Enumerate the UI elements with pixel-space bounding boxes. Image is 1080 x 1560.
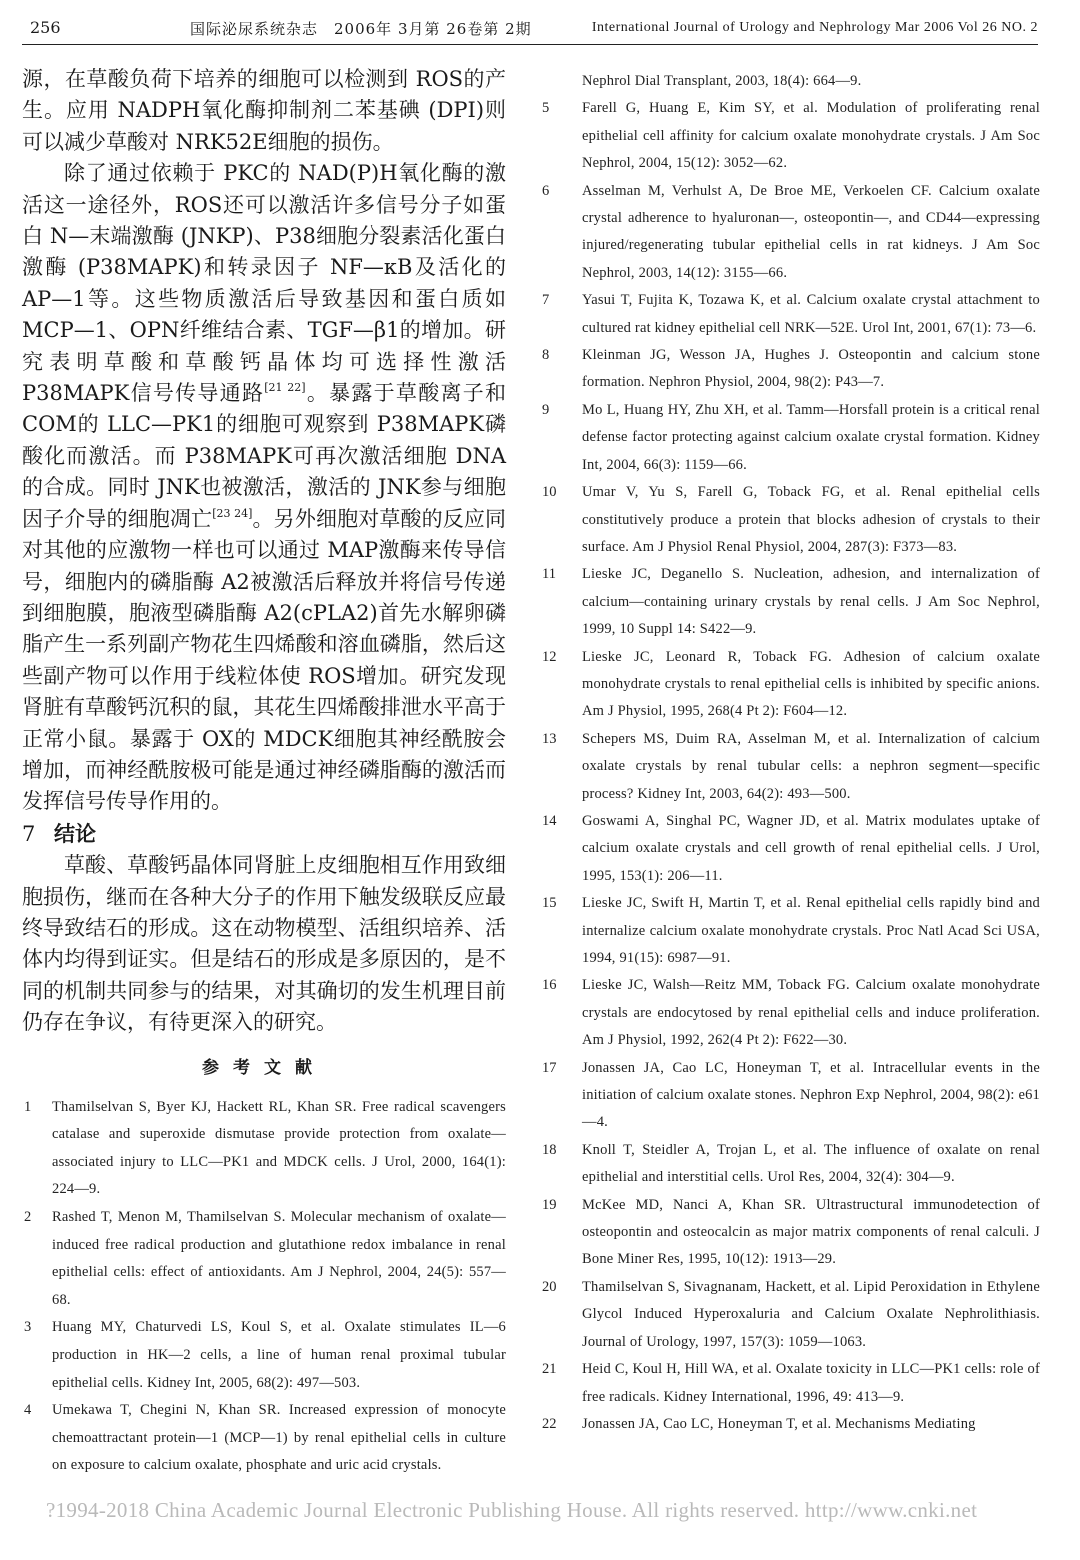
reference-number: 22 [542, 1415, 557, 1432]
reference-text: Mo L, Huang HY, Zhu XH, et al. Tamm—Horsfall protein is a critical renal defense factor protecting against calcium oxalate crystal formation. Kidney Int, 2004, 66(3): 1159—66. [582, 401, 1040, 473]
reference-text: Umar V, Yu S, Farell G, Toback FG, et al. Renal epithelial cells constitutively produce a protein that blocks adhesion of crystals to their surface. Am J Physiol Renal Physiol, 2004, 287(3): F373—83. [582, 484, 1040, 555]
reference-item [540, 178, 1040, 288]
section-heading [22, 818, 506, 850]
page-number: 256 [30, 18, 61, 37]
citation-21-22: [21 22] [264, 381, 306, 395]
reference-text: Schepers MS, Duim RA, Asselman M, et al. Internalization of calcium oxalate crystals by renal tubular cells: a nephron segment—specific process? Kidney Int, 2003, 64(2): 493—500. [582, 730, 1040, 802]
reference-item [540, 890, 1040, 972]
reference-number: 12 [542, 648, 557, 665]
reference-item [22, 1314, 506, 1397]
reference-number: 7 [542, 292, 550, 309]
reference-item [540, 95, 1040, 177]
reference-number: 20 [542, 1278, 557, 1295]
reference-item [540, 1274, 1040, 1356]
references-list-right [540, 68, 1040, 1438]
reference-number: 14 [542, 812, 557, 829]
reference-item [22, 1397, 506, 1480]
reference-item [540, 726, 1040, 808]
right-column [540, 68, 1040, 1438]
citation-23-24: [23 24] [212, 506, 253, 520]
reference-text: Thamilselvan S, Sivagnanam, Hackett, et al. Lipid Peroxidation in Ethylene Glycol Induced Hyperoxaluria and Calcium Oxalate Nephrolithiasis. Journal of Urology, 1997, 157(3): 1059—1063. [582, 1278, 1040, 1350]
reference-number: 15 [542, 895, 557, 912]
reference-item [540, 808, 1040, 890]
reference-text: Nephrol Dial Transplant, 2003, 18(4): 664—9. [582, 73, 862, 89]
reference-item [540, 1055, 1040, 1137]
reference-text: Kleinman JG, Wesson JA, Hughes J. Osteopontin and calcium stone formation. Nephron Physiol, 2004, 98(2): P43—7. [582, 347, 1040, 391]
reference-number: 10 [542, 484, 557, 501]
reference-number: 2 [24, 1208, 32, 1225]
reference-item [540, 342, 1040, 397]
reference-number: 3 [24, 1319, 32, 1336]
reference-number: 11 [542, 566, 556, 583]
reference-number: 18 [542, 1141, 557, 1158]
reference-item [540, 397, 1040, 479]
reference-text: Yasui T, Fujita K, Tozawa K, et al. Calcium oxalate crystal attachment to cultured rat kidney epithelial cell NRK—52E. Urol Int, 2001, 67(1): 73—6. [582, 292, 1040, 336]
journal-title-cn: 国际泌尿系统杂志 2006年 3月第 26卷第 2期 [190, 20, 532, 38]
header-divider [22, 44, 1038, 45]
paragraph-2-part-a: 除了通过依赖于 PKC的 NAD(P)H氧化酶的激活这一途径外，ROS还可以激活许多信号分子如蛋白 N—末端激酶 (JNKP)、P38细胞分裂素活化蛋白激酶 (P38MAPK)和转录因子 NF—κB及活化的 AP—1等。这些物质激活后导致基因和蛋白质如 MCP—1、OPN纤维结合素、TGF—β1的增加。研究表明草酸和草酸钙晶体均可选择性激活 P38MAPK信号传导通路 [22, 161, 506, 406]
reference-text: Umekawa T, Chegini N, Khan SR. Increased expression of monocyte chemoattractant protein—1 (MCP—1) by renal epithelial cells in culture on exposure to calcium oxalate, phosphate and uric acid crystals. [52, 1402, 506, 1474]
reference-text: Jonassen JA, Cao LC, Honeyman T, et al. Intracellular events in the initiation of calcium oxalate stones. Nephron Exp Nephrol, 2004, 98(2): e61—4. [582, 1059, 1040, 1131]
reference-number: 13 [542, 730, 557, 747]
reference-item [540, 287, 1040, 342]
reference-number: 21 [542, 1361, 557, 1378]
reference-text: Heid C, Koul H, Hill WA, et al. Oxalate toxicity in LLC—PK1 cells: role of free radicals. Kidney International, 1996, 49: 413—9. [582, 1361, 1040, 1405]
reference-number: 1 [24, 1098, 32, 1115]
reference-item [22, 1204, 506, 1314]
reference-text: Asselman M, Verhulst A, De Broe ME, Verkoelen CF. Calcium oxalate crystal adherence to hyaluronan—, osteopontin—, and CD44—expressing injured/regenerating tubular epithelial cells in rat kidneys. J Am Soc Nephrol, 2003, 14(12): 3155—66. [582, 182, 1040, 281]
body-text [22, 64, 506, 1039]
reference-item [540, 561, 1040, 643]
reference-item [540, 1356, 1040, 1411]
paragraph-1: 源，在草酸负荷下培养的细胞可以检测到 ROS的产生。应用 NADPH氧化酶抑制剂二苯基碘 (DPI)则可以减少草酸对 NRK52E细胞的损伤。 [22, 67, 506, 154]
reference-text: Thamilselvan S, Byer KJ, Hackett RL, Khan SR. Free radical scavengers catalase and superoxide dismutase provide protection from oxalate—associated injury to LLC—PK1 and MDCK cells. J Urol, 2000, 164(1): 224—9. [52, 1098, 506, 1198]
paragraph-2-part-b: 。暴露于草酸离子和 COM的 LLC—PK1的细胞可观察到 P38MAPK磷酸化而激活。而 P38MAPK可再次激活细胞 DNA的合成。同时 JNK也被激活，激活的 JNK参与细胞因子介导的细胞凋亡 [22, 381, 507, 531]
paragraph-2 [22, 158, 506, 818]
reference-text: Goswami A, Singhal PC, Wagner JD, et al. Matrix modulates uptake of calcium oxalate crystals and cell growth of renal epithelial cells. J Urol, 1995, 153(1): 206—11. [582, 812, 1040, 884]
paragraph-conclusion: 草酸、草酸钙晶体同肾脏上皮细胞相互作用致细胞损伤，继而在各种大分子的作用下触发级联反应最终导致结石的形成。这在动物模型、活组织培养、活体内均得到证实。但是结石的形成是多原因的，是不同的机制共同参与的结果，对其确切的发生机理目前仍存在争议，有待更深入的研究。 [22, 853, 506, 1035]
reference-item [540, 972, 1040, 1054]
reference-number: 16 [542, 977, 557, 994]
reference-item [22, 1094, 506, 1204]
references-heading: 参考文献 [202, 1057, 326, 1078]
reference-item [540, 1137, 1040, 1192]
reference-item [540, 1411, 1040, 1438]
reference-text: Lieske JC, Deganello S. Nucleation, adhesion, and internalization of calcium—containing urinary crystals by renal cells. J Am Soc Nephrol, 1999, 10 Suppl 14: S422—9. [582, 566, 1040, 638]
reference-text: Huang MY, Chaturvedi LS, Koul S, et al. Oxalate stimulates IL—6 production in HK—2 cells, a line of human renal proximal tubular epithelial cells. Kidney Int, 2005, 68(2): 497—503. [52, 1319, 506, 1391]
reference-text: Lieske JC, Walsh—Reitz MM, Toback FG. Calcium oxalate monohydrate crystals are endocytosed by renal epithelial cells and induce proliferation. Am J Physiol, 1992, 262(4 Pt 2): F622—30. [582, 977, 1040, 1049]
reference-number: 4 [24, 1402, 32, 1419]
reference-text: Knoll T, Steidler A, Trojan L, et al. The influence of oxalate on renal epithelial and interstitial cells. Urol Res, 2004, 32(4): 304—9. [582, 1141, 1040, 1186]
reference-item [540, 68, 1040, 95]
reference-text: Farell G, Huang E, Kim SY, et al. Modulation of proliferating renal epithelial cell affinity for calcium oxalate monohydrate crystals. J Am Soc Nephrol, 2004, 15(12): 3052—62. [582, 100, 1040, 172]
reference-item [540, 479, 1040, 561]
section-title: 结论 [54, 820, 96, 846]
reference-number: 5 [542, 100, 550, 117]
section-number: 7 [22, 821, 36, 846]
reference-text: Lieske JC, Leonard R, Toback FG. Adhesion of calcium oxalate monohydrate crystals to renal epithelial cells is inhibited by specific anions. Am J Physiol, 1995, 268(4 Pt 2): F604—12. [582, 648, 1040, 720]
reference-number [540, 68, 582, 95]
copyright-footer: ?1994-2018 China Academic Journal Electronic Publishing House. All rights reserved. http://www.cnki.net [46, 1498, 978, 1522]
left-column [22, 64, 506, 1480]
reference-text: Jonassen JA, Cao LC, Honeyman T, et al. Mechanisms Mediating [582, 1415, 976, 1432]
reference-number: 17 [542, 1059, 557, 1076]
reference-number: 8 [542, 347, 550, 364]
reference-text: McKee MD, Nanci A, Khan SR. Ultrastructural immunodetection of osteopontin and osteocalcin as major matrix components of renal calculi. J Bone Miner Res, 1995, 10(12): 1913—29. [582, 1196, 1040, 1268]
reference-number: 6 [542, 182, 550, 199]
reference-number: 19 [542, 1196, 557, 1213]
journal-title-en: International Journal of Urology and Nephrology Mar 2006 Vol 26 NO. 2 [591, 20, 1038, 35]
paragraph-2-part-c: 。另外细胞对草酸的反应同对其他的应激物一样也可以通过 MAP激酶来传导信号，细胞内的磷脂酶 A2被激活后释放并将信号传递到细胞膜，胞液型磷脂酶 A2(cPLA2)首先水解卵磷脂产生一系列副产物花生四烯酸和溶血磷脂，然后这些副产物可以作用于线粒体使 ROS增加。研究发现肾脏有草酸钙沉积的鼠，其花生四烯酸排泄水平高于正常小鼠。暴露于 OX的 MDCK细胞其神经酰胺会增加，而神经酰胺极可能是通过神经磷脂酶的激活而发挥信号传导作用的。 [22, 506, 507, 814]
reference-number: 9 [542, 401, 550, 418]
reference-item [540, 644, 1040, 726]
reference-item [540, 1192, 1040, 1274]
page-header [30, 14, 1038, 44]
reference-text: Rashed T, Menon M, Thamilselvan S. Molecular mechanism of oxalate—induced free radical production and glutathione redox imbalance in renal epithelial cells: effect of antioxidants. Am J Nephrol, 2004, 24(5): 557—68. [52, 1208, 506, 1308]
references-list-left [22, 1094, 506, 1480]
reference-text: Lieske JC, Swift H, Martin T, et al. Renal epithelial cells rapidly bind and internalize calcium oxalate monohydrate crystals. Proc Natl Acad Sci USA, 1994, 91(15): 6987—91. [582, 895, 1040, 966]
